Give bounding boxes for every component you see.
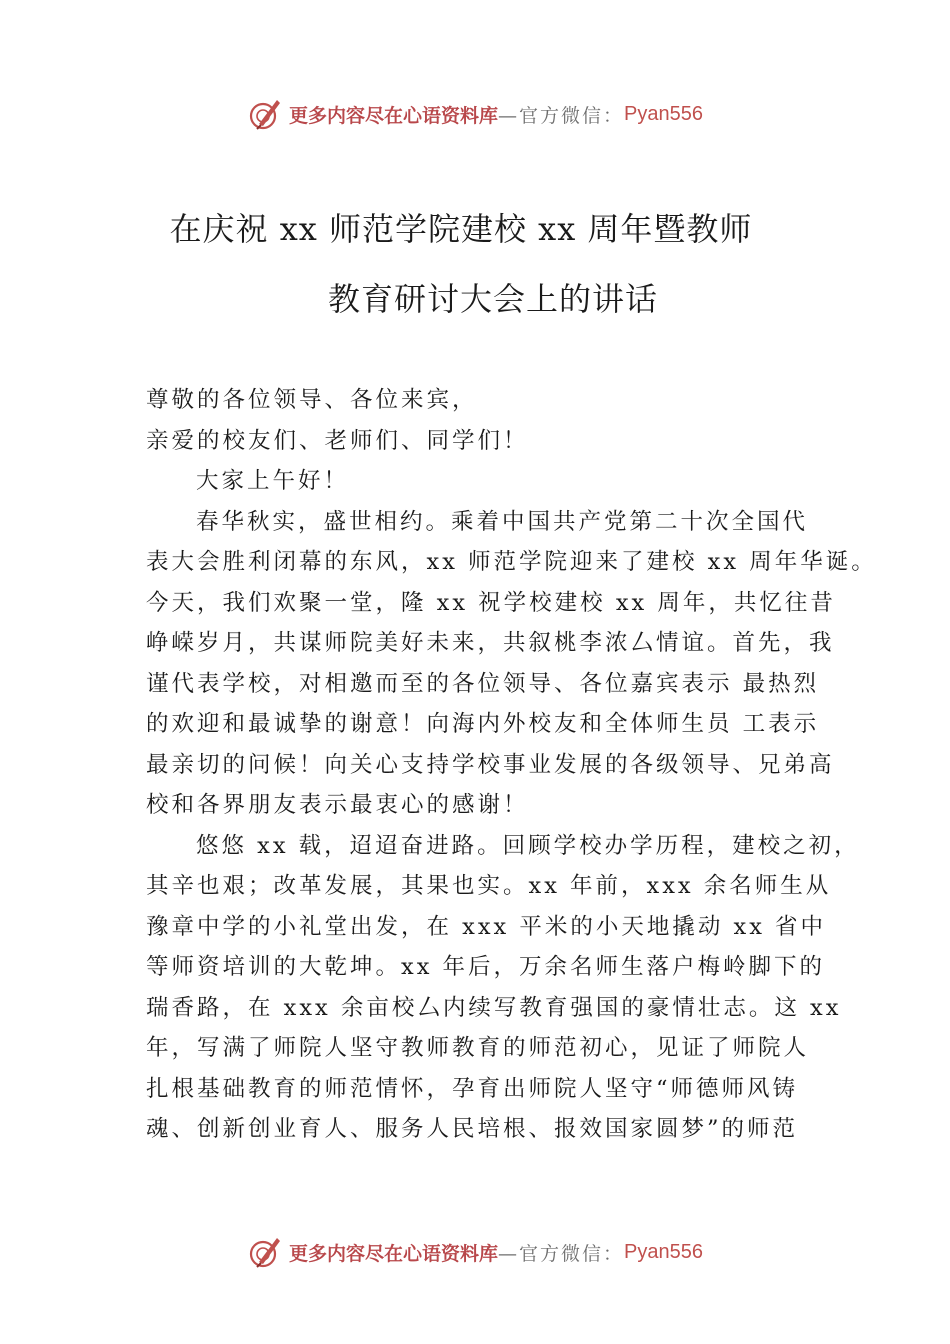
salutation-line: 亲爱的校友们、老师们、同学们！ xyxy=(146,427,529,454)
banner-text-main: 更多内容尽在心语资料库 xyxy=(289,104,499,127)
salutation-line: 尊敬的各位领导、各位来宾， xyxy=(146,387,478,413)
paragraph-line: 年，写满了师院人坚守教师教育的师范初心，见证了师院人 xyxy=(146,1035,810,1061)
paragraph-line: 表大会胜利闭幕的东风，xx 师范学院迎来了建校 xx 周年华诞。 xyxy=(146,549,877,575)
paragraph-line: 谨代表学校，对相邀而至的各位领导、各位嘉宾表示 最热烈 xyxy=(146,670,820,697)
paragraph-line: 魂、创新创业育人、服务人民培根、报效国家圆梦”的师范 xyxy=(146,1116,799,1142)
page-title-line1: 在庆祝 xx 师范学院建校 xx 周年暨教师 xyxy=(169,210,753,248)
quill-logo-icon xyxy=(247,96,283,132)
paragraph-line: 峥嵘岁月，共谋师院美好未来，共叙桃李浓厶情谊。首先，我 xyxy=(146,630,835,656)
banner-text-label: —官方微信： xyxy=(498,104,625,127)
paragraph-line: 春华秋实，盛世相约。乘着中国共产党第二十次全国代 xyxy=(196,508,809,535)
paragraph-line: 今天，我们欢聚一堂，隆 xx 祝学校建校 xx 周年，共忆往昔 xyxy=(146,589,836,616)
paragraph-line: 的欢迎和最诚挚的谢意！向海内外校友和全体师生员 工表示 xyxy=(146,711,820,737)
paragraph-line: 悠悠 xx 载，迢迢奋进路。回顾学校办学历程，建校之初， xyxy=(196,832,860,859)
speech-body xyxy=(146,380,877,1150)
banner-wechat-id: Pyan556 xyxy=(624,1240,703,1263)
banner-wechat-id: Pyan556 xyxy=(624,102,703,125)
banner-text-main: 更多内容尽在心语资料库 xyxy=(289,1242,499,1265)
paragraph-line: 最亲切的问候！向关心支持学校事业发展的各级领导、兄弟高 xyxy=(146,751,835,778)
greeting-line: 大家上午好！ xyxy=(196,468,350,494)
footer-banner xyxy=(0,1232,950,1272)
paragraph-line: 其辛也艰；改革发展，其果也实。xx 年前，xxx 余名师生从 xyxy=(146,873,832,899)
banner-text-label: —官方微信： xyxy=(498,1242,625,1265)
paragraph-line: 扎根基础教育的师范情怀，孕育出师院人坚守“师德师风铸 xyxy=(146,1075,799,1102)
quill-logo-icon xyxy=(247,1234,283,1270)
paragraph-line: 豫章中学的小礼堂出发，在 xxx 平米的小天地撬动 xx 省中 xyxy=(146,913,827,940)
paragraph-line: 校和各界朋友表示最衷心的感谢！ xyxy=(146,792,529,818)
header-banner xyxy=(0,94,950,134)
paragraph-line: 等师资培训的大乾坤。xx 年后，万余名师生落户梅岭脚下的 xyxy=(146,954,826,980)
paragraph-line: 瑞香路，在 xxx 余亩校厶内续写教育强国的豪情壮志。这 xx xyxy=(146,994,842,1021)
page-title-line2: 教育研讨大会上的讲话 xyxy=(327,280,658,318)
